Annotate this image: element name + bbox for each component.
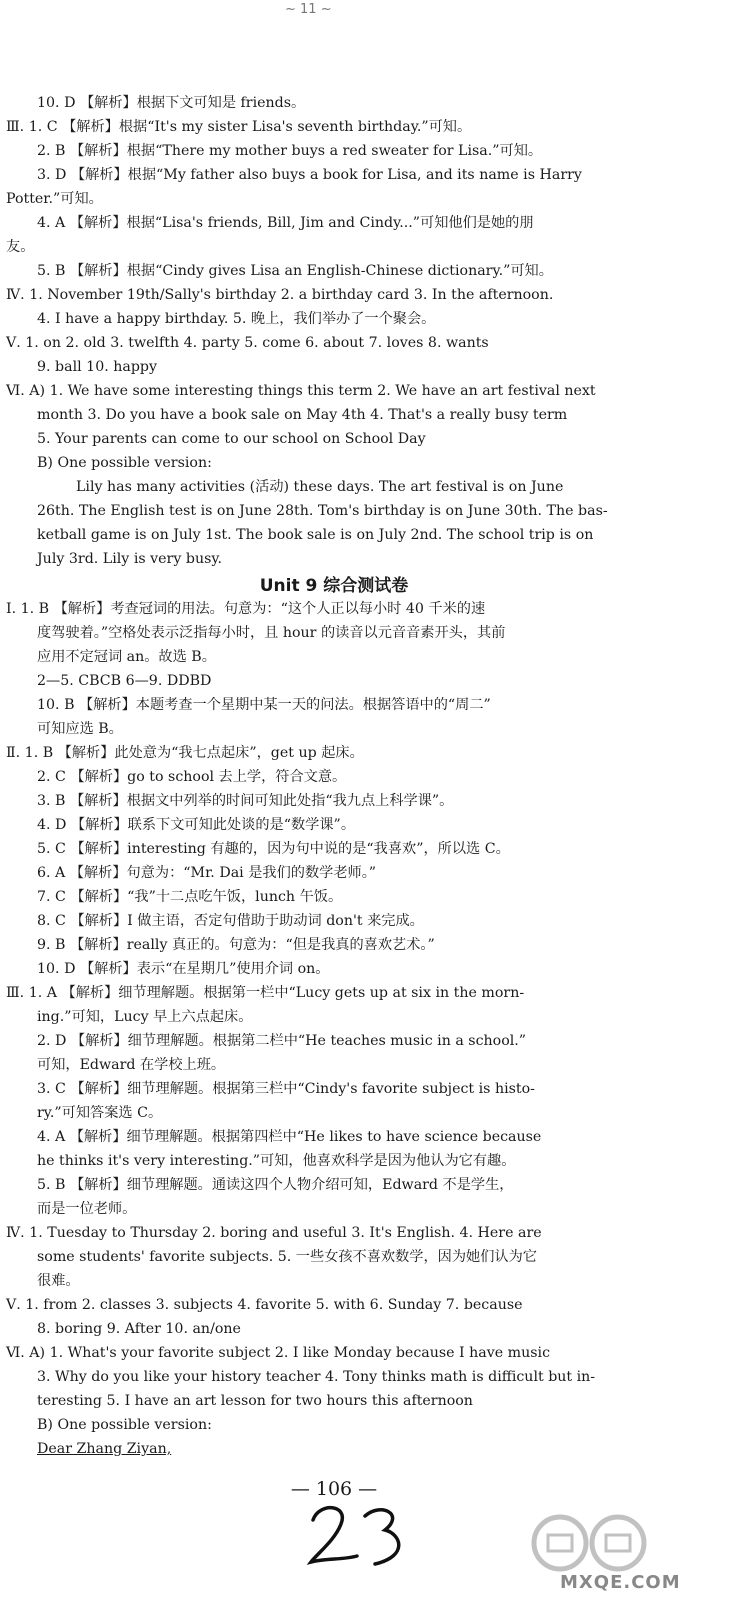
answer-line: month 3. Do you have a book sale on May 4th 4. That's a really busy term [37, 407, 568, 423]
answer-line: Dear Zhang Ziyan, [37, 1441, 172, 1457]
answer-line: 很难。 [37, 1273, 80, 1289]
answer-line: 2. B 【解析】根据“There my mother buys a red sweater for Lisa.”可知。 [37, 143, 543, 159]
answer-line: 4. A 【解析】细节理解题。根据第四栏中“He likes to have science because [37, 1129, 542, 1145]
answer-line: Lily has many activities (活动) these days. The art festival is on June [76, 479, 564, 495]
answer-line: 10. B 【解析】本题考查一个星期中某一天的问法。根据答语中的“周二” [37, 697, 491, 713]
answer-line: Ⅴ. 1. from 2. classes 3. subjects 4. favorite 5. with 6. Sunday 7. because [6, 1297, 523, 1313]
answer-line: Ⅲ. 1. C 【解析】根据“It's my sister Lisa's seventh birthday.”可知。 [6, 119, 472, 135]
answer-line: 可知，Edward 在学校上班。 [37, 1057, 226, 1073]
answer-line: 2—5. CBCB 6—9. DDBD [37, 673, 212, 689]
answer-line: 3. B 【解析】根据文中列举的时间可知此处指“我九点上科学课”。 [37, 793, 454, 809]
answer-line: 友。 [6, 239, 35, 255]
answer-line: Ⅴ. 1. on 2. old 3. twelfth 4. party 5. come 6. about 7. loves 8. wants [6, 335, 489, 351]
answer-line: Ⅵ. A) 1. We have some interesting things this term 2. We have an art festival next [6, 383, 596, 399]
answer-line: Potter.”可知。 [6, 191, 103, 207]
answer-line: some students' favorite subjects. 5. 一些女孩不喜欢数学，因为她们认为它 [37, 1249, 537, 1265]
answer-line: 2. C 【解析】go to school 去上学，符合文意。 [37, 769, 347, 785]
answer-line: 6. A 【解析】句意为：“Mr. Dai 是我们的数学老师。” [37, 865, 377, 881]
answer-line: July 3rd. Lily is very busy. [37, 551, 223, 567]
answer-line: 度驾驶着。”空格处表示泛指每小时，且 hour 的读音以元音音素开头，其前 [37, 625, 506, 641]
answer-line: 8. C 【解析】I 做主语，否定句借助于助动词 don't 来完成。 [37, 913, 424, 929]
answer-line: 2. D 【解析】细节理解题。根据第二栏中“He teaches music in a school.” [37, 1033, 527, 1049]
answer-line: 3. C 【解析】细节理解题。根据第三栏中“Cindy's favorite subject is histo- [37, 1081, 535, 1097]
answer-line: 可知应选 B。 [37, 721, 123, 737]
answer-line: 3. Why do you like your history teacher 4. Tony thinks math is difficult but in- [37, 1369, 596, 1385]
answer-line: 3. D 【解析】根据“My father also buys a book for Lisa, and its name is Harry [37, 167, 582, 183]
answer-line: 7. C 【解析】“我”十二点吃午饭，lunch 午饭。 [37, 889, 343, 905]
answer-line: 10. D 【解析】根据下文可知是 friends。 [37, 95, 306, 111]
answer-line: teresting 5. I have an art lesson for two hours this afternoon [37, 1393, 473, 1409]
answer-line: ketball game is on July 1st. The book sale is on July 2nd. The school trip is on [37, 527, 594, 543]
answer-line: 4. I have a happy birthday. 5. 晚上，我们举办了一个聚会。 [37, 311, 436, 327]
answer-line: 而是一位老师。 [37, 1201, 137, 1217]
answer-line: Ⅲ. 1. A 【解析】细节理解题。根据第一栏中“Lucy gets up at six in the morn- [6, 985, 525, 1001]
answer-line: 9. B 【解析】really 真正的。句意为：“但是我真的喜欢艺术。” [37, 937, 435, 953]
answer-line: 26th. The English test is on June 28th. Tom's birthday is on June 30th. The bas- [37, 503, 608, 519]
answer-line: Ⅰ. 1. B 【解析】考查冠词的用法。句意为：“这个人正以每小时 40 千米的速 [6, 601, 486, 617]
answer-line: 5. Your parents can come to our school on School Day [37, 431, 426, 447]
watermark-text: MXQE.COM [560, 1572, 681, 1593]
top-mark: ~ 11 ~ [285, 2, 332, 17]
answer-line: 8. boring 9. After 10. an/one [37, 1321, 241, 1337]
answer-line: 5. B 【解析】根据“Cindy gives Lisa an English-Chinese dictionary.”可知。 [37, 263, 553, 279]
handwritten-23-mark [305, 1498, 415, 1578]
answer-line: B) One possible version: [37, 455, 212, 471]
answer-line: Ⅳ. 1. November 19th/Sally's birthday 2. a birthday card 3. In the afternoon. [6, 287, 554, 303]
section-title: Unit 9 综合测试卷 [259, 576, 409, 596]
answer-line: 应用不定冠词 an。故选 B。 [37, 649, 216, 665]
answer-line: 4. D 【解析】联系下文可知此处谈的是“数学课”。 [37, 817, 356, 833]
answer-line: ing.”可知，Lucy 早上六点起床。 [37, 1009, 253, 1025]
answer-line: Ⅱ. 1. B 【解析】此处意为“我七点起床”，get up 起床。 [6, 745, 364, 761]
answer-line: 10. D 【解析】表示“在星期几”使用介词 on。 [37, 961, 330, 977]
answer-line: ry.”可知答案选 C。 [37, 1105, 163, 1121]
answer-line: Ⅵ. A) 1. What's your favorite subject 2. I like Monday because I have music [6, 1345, 551, 1361]
answer-line: 4. A 【解析】根据“Lisa's friends, Bill, Jim and Cindy...”可知他们是她的朋 [37, 215, 534, 231]
answer-line: 9. ball 10. happy [37, 359, 158, 375]
answer-line: he thinks it's very interesting.”可知，他喜欢科学是因为他认为它有趣。 [37, 1153, 516, 1169]
answer-line: 5. C 【解析】interesting 有趣的，因为句中说的是“我喜欢”，所以选 C。 [37, 841, 510, 857]
page-number: — 106 — [290, 1478, 378, 1500]
answer-line: Ⅳ. 1. Tuesday to Thursday 2. boring and useful 3. It's English. 4. Here are [6, 1225, 542, 1241]
answer-line: B) One possible version: [37, 1417, 212, 1433]
answer-line: 5. B 【解析】细节理解题。通读这四个人物介绍可知，Edward 不是学生， [37, 1177, 514, 1193]
